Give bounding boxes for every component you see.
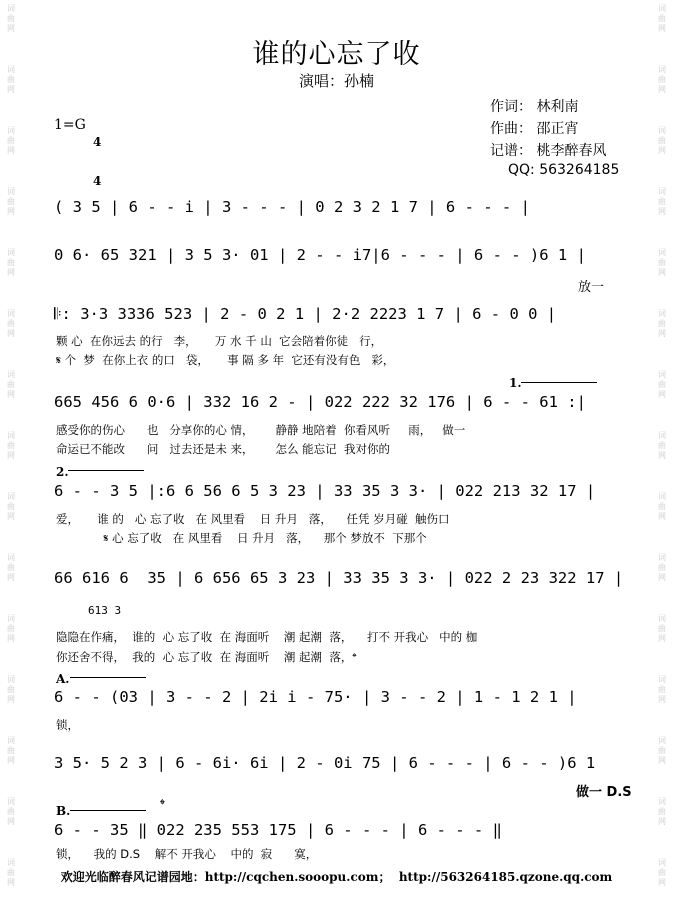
watermark-glyph-group	[4, 248, 18, 278]
watermark-char: 曲	[7, 258, 15, 267]
watermark-char: 网	[7, 207, 15, 216]
watermark-char: 词	[7, 431, 15, 440]
watermark-char: 曲	[7, 197, 15, 206]
watermark-char: 词	[7, 187, 15, 196]
watermark-char: 网	[658, 390, 666, 399]
watermark-char: 词	[658, 65, 666, 74]
watermark-char: 网	[7, 634, 15, 643]
score-row-6: 66 616 6 35 | 6 656 65 3 23 | 33 35 3 3· | 022 2 23 322 17 |	[54, 569, 624, 587]
score-row-8: 3 5· 5 2 3 | 6 - 6i· 6i | 2 - 0i 75 | 6 - - - | 6 - - )6 1	[54, 754, 596, 772]
lyric-row-6a: 隐隐在作痛， 谁的 心 忘了收 在 海面听 潮 起潮 落， 打不 开我心 中的 枷	[56, 630, 478, 644]
score-row-3: 𝄆: 3·3 3336 523 | 2 - 0 2 1 | 2·2 2223 1 7 | 6 - 0 0 |	[54, 305, 557, 323]
transcriber-credit: 记谱： 桃李醉春风	[490, 143, 607, 159]
watermark-glyph-group	[655, 736, 669, 766]
watermark-char: 曲	[7, 136, 15, 145]
watermark-glyph-group	[4, 553, 18, 583]
score-row-2: 0 6· 65 321 | 3 5 3· 01 | 2 - - i7|6 - - - | 6 - - )6 1 |	[54, 246, 586, 264]
watermark-char: 曲	[7, 14, 15, 23]
watermark-char: 词	[7, 248, 15, 257]
watermark-glyph-group	[655, 492, 669, 522]
watermark-char: 曲	[658, 14, 666, 23]
watermark-glyph-group	[655, 675, 669, 705]
watermark-glyph-group	[4, 4, 18, 34]
watermark-char: 曲	[658, 380, 666, 389]
watermark-char: 网	[7, 146, 15, 155]
score-row-1: ( 3 5 | 6 - - i | 3 - - - | 0 2 3 2 1 7 | 6 - - - |	[54, 198, 530, 216]
watermark-glyph-group	[4, 614, 18, 644]
coda-a-label: A.	[56, 672, 70, 686]
score-row-6-sub: 613 3	[88, 604, 122, 617]
watermark-char: 网	[7, 24, 15, 33]
watermark-char: 曲	[7, 685, 15, 694]
watermark-char: 网	[7, 451, 15, 460]
watermark-char: 曲	[658, 563, 666, 572]
watermark-char: 词	[7, 797, 15, 806]
watermark-char: 曲	[658, 197, 666, 206]
watermark-char: 曲	[7, 624, 15, 633]
watermark-glyph-group	[4, 370, 18, 400]
watermark-char: 曲	[658, 685, 666, 694]
watermark-char: 网	[658, 756, 666, 765]
time-signature-bottom: 4	[93, 174, 102, 188]
watermark-char: 网	[658, 329, 666, 338]
watermark-char: 网	[7, 878, 15, 887]
volta-2-bracket	[68, 470, 144, 471]
watermark-char: 曲	[658, 868, 666, 877]
watermark-char: 词	[7, 4, 15, 13]
watermark-char: 词	[658, 675, 666, 684]
watermark-char: 词	[658, 858, 666, 867]
time-signature-top: 4	[93, 135, 102, 149]
composer-credit: 作曲： 邵正宵	[490, 121, 579, 137]
watermark-char: 曲	[7, 380, 15, 389]
score-row-9: 6 - - 35 ‖ 022 235 553 175 | 6 - - - | 6 - - - ‖	[54, 821, 502, 839]
watermark-char: 网	[658, 268, 666, 277]
watermark-glyph-group	[4, 187, 18, 217]
watermark-char: 曲	[658, 319, 666, 328]
watermark-char: 词	[658, 126, 666, 135]
lyric-row-5b: 𝄋 心 忘了收 在 风里看 日 升月 落， 那个 梦放不 下那个	[56, 531, 427, 545]
watermark-char: 词	[658, 431, 666, 440]
watermark-char: 曲	[7, 868, 15, 877]
watermark-char: 词	[658, 309, 666, 318]
watermark-char: 网	[7, 268, 15, 277]
watermark-glyph-group	[655, 797, 669, 827]
time-signature	[93, 110, 101, 201]
coda-b-label: B.	[56, 804, 71, 818]
coda-a-bracket	[70, 677, 146, 678]
watermark-glyph-group	[655, 248, 669, 278]
watermark-char: 网	[7, 817, 15, 826]
score-row-5: 6 - - 3 5 |:6 6 56 6 5 3 23 | 33 35 3 3· | 022 213 32 17 |	[54, 482, 596, 500]
watermark-glyph-group	[655, 309, 669, 339]
watermark-char: 词	[7, 614, 15, 623]
watermark-char: 网	[658, 85, 666, 94]
footer-links: 欢迎光临醉春风记谱园地：http://cqchen.sooopu.com； http://563264185.qzone.qq.com	[60, 870, 613, 884]
watermark-char: 词	[658, 614, 666, 623]
singer-credit: 演唱：孙楠	[298, 72, 374, 90]
watermark-char: 词	[7, 736, 15, 745]
watermark-char: 网	[7, 390, 15, 399]
watermark-glyph-group	[655, 370, 669, 400]
watermark-char: 曲	[658, 136, 666, 145]
watermark-char: 曲	[7, 746, 15, 755]
watermark-char: 词	[7, 65, 15, 74]
watermark-char: 网	[7, 329, 15, 338]
watermark-char: 词	[7, 492, 15, 501]
watermark-char: 曲	[7, 502, 15, 511]
watermark-char: 网	[7, 695, 15, 704]
lyric-row-3a: 颗 心 在你远去 的行 李， 万 水 千 山 它会陪着你徒 行，	[56, 334, 383, 348]
watermark-glyph-group	[655, 126, 669, 156]
watermark-char: 词	[658, 492, 666, 501]
lyric-row-4b: 命运已不能改 问 过去还是未 来， 怎么 能忘记 我对你的	[56, 442, 390, 456]
lyric-row-9: 锁， 我的 D.S 解不 开我心 中的 寂 寞，	[56, 847, 318, 861]
qq-contact: QQ: 563264185	[508, 162, 620, 178]
lyricist-credit: 作词： 林利南	[490, 99, 579, 115]
lyric-row-5a: 爱， 谁 的 心 忘了收 在 风里看 日 升月 落， 任凭 岁月碰 触伤口	[56, 512, 450, 526]
watermark-glyph-group	[4, 492, 18, 522]
score-row-2-aside: 放一	[578, 280, 605, 295]
watermark-glyph-group	[655, 553, 669, 583]
watermark-char: 网	[7, 573, 15, 582]
coda-sign-icon: 𝄌	[160, 797, 165, 813]
watermark-char: 网	[7, 512, 15, 521]
watermark-glyph-group	[4, 797, 18, 827]
watermark-char: 网	[7, 756, 15, 765]
score-row-7: 6 - - (03 | 3 - - 2 | 2i i - 75· | 3 - - 2 | 1 - 1 2 1 |	[54, 688, 577, 706]
watermark-glyph-group	[655, 431, 669, 461]
watermark-char: 曲	[658, 258, 666, 267]
watermark-char: 词	[658, 370, 666, 379]
watermark-char: 词	[7, 553, 15, 562]
volta-2-label: 2.	[56, 465, 69, 479]
watermark-char: 词	[658, 553, 666, 562]
watermark-char: 曲	[7, 563, 15, 572]
watermark-char: 网	[658, 878, 666, 887]
watermark-char: 曲	[7, 441, 15, 450]
watermark-char: 词	[7, 309, 15, 318]
watermark-char: 网	[658, 146, 666, 155]
watermark-glyph-group	[4, 309, 18, 339]
watermark-char: 网	[7, 85, 15, 94]
watermark-char: 网	[658, 207, 666, 216]
watermark-char: 词	[658, 187, 666, 196]
watermark-char: 曲	[7, 319, 15, 328]
watermark-char: 词	[658, 736, 666, 745]
watermark-char: 网	[658, 695, 666, 704]
coda-b-bracket	[70, 810, 146, 811]
volta-1-bracket	[521, 382, 597, 383]
watermark-char: 曲	[658, 807, 666, 816]
volta-1-label: 1.	[509, 376, 522, 390]
watermark-char: 曲	[658, 502, 666, 511]
watermark-char: 曲	[658, 624, 666, 633]
score-row-8-aside: 做一 D.S	[576, 785, 632, 800]
watermark-glyph-group	[4, 431, 18, 461]
watermark-char: 词	[658, 797, 666, 806]
watermark-char: 词	[7, 675, 15, 684]
lyric-row-4a: 感受你的伤心 也 分享你的心 情， 静静 地陪着 你看风听 雨， 做一	[56, 423, 466, 437]
watermark-char: 曲	[658, 75, 666, 84]
watermark-char: 词	[7, 370, 15, 379]
watermark-glyph-group	[4, 126, 18, 156]
watermark-glyph-group	[655, 4, 669, 34]
song-title: 谁的心忘了收	[252, 39, 421, 70]
watermark-char: 网	[658, 512, 666, 521]
watermark-char: 曲	[658, 746, 666, 755]
watermark-glyph-group	[655, 614, 669, 644]
watermark-char: 网	[658, 24, 666, 33]
key-signature: 1=G	[54, 117, 86, 133]
score-row-4: 665 456 6 0·6 | 332 16 2 - | 022 222 32 176 | 6 - - 61 :|	[54, 393, 586, 411]
watermark-char: 曲	[658, 441, 666, 450]
watermark-glyph-group	[655, 187, 669, 217]
watermark-char: 曲	[7, 75, 15, 84]
watermark-char: 曲	[7, 807, 15, 816]
watermark-glyph-group	[4, 736, 18, 766]
watermark-char: 词	[7, 858, 15, 867]
watermark-glyph-group	[4, 675, 18, 705]
watermark-char: 词	[658, 248, 666, 257]
watermark-char: 网	[658, 817, 666, 826]
lyric-row-3b: 𝄋 个 梦 在你上衣 的口 袋， 事 隔 多 年 它还有没有色 彩，	[56, 353, 395, 367]
watermark-char: 网	[658, 451, 666, 460]
lyric-row-6b: 你还舍不得， 我的 心 忘了收 在 海面听 潮 起潮 落，𝄌	[56, 650, 357, 664]
watermark-char: 词	[658, 4, 666, 13]
watermark-char: 网	[658, 634, 666, 643]
lyric-row-7: 锁，	[56, 718, 79, 732]
watermark-char: 网	[658, 573, 666, 582]
watermark-char: 词	[7, 126, 15, 135]
